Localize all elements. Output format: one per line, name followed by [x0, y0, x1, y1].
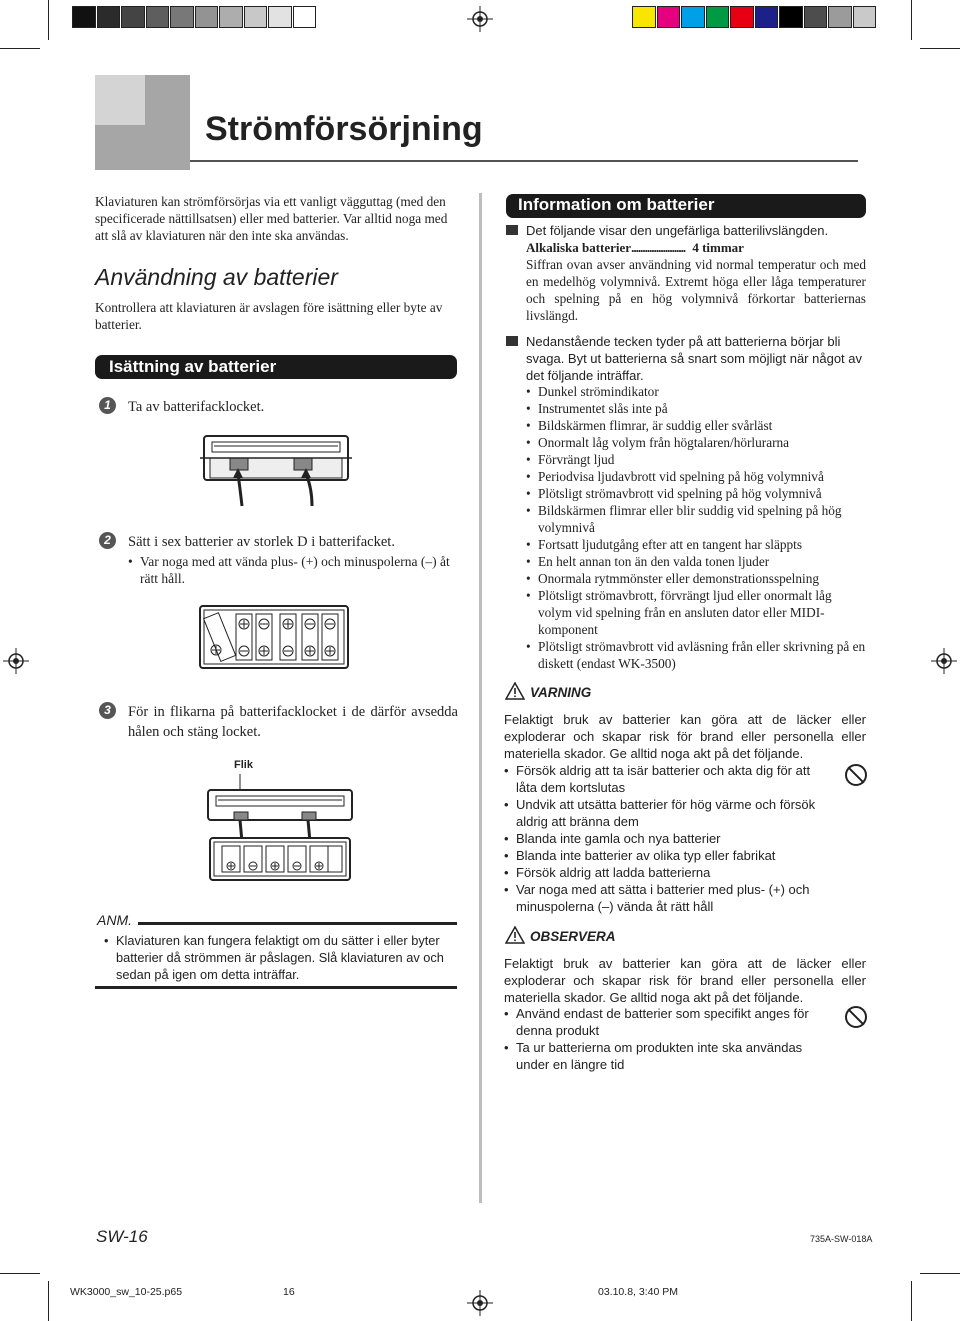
color-swatch: [828, 6, 852, 28]
signs-list: [526, 383, 868, 672]
color-swatch: [681, 6, 705, 28]
crop-mark: [48, 0, 49, 40]
battery-cover-removal-illustration: [200, 432, 352, 510]
color-swatch: [632, 6, 656, 28]
battery-usage-heading: Användning av batterier: [95, 264, 338, 290]
warning-title: VARNING: [530, 685, 592, 700]
note-rule-top: [138, 922, 457, 925]
header-rule: [190, 160, 858, 162]
file-name: WK3000_sw_10-25.p65: [70, 1286, 183, 1298]
warning-triangle-icon: [505, 682, 525, 700]
registration-mark-icon: [931, 648, 957, 674]
crop-mark: [920, 48, 960, 49]
sign-item: • Förvrängt ljud: [526, 451, 868, 468]
registration-mark-icon: [3, 648, 29, 674]
gray-swatch: [170, 6, 194, 28]
registration-mark-icon: [467, 6, 493, 32]
battery-compartment-illustration: [198, 604, 350, 670]
registration-mark-icon: [467, 1290, 493, 1316]
page-number: SW-16: [96, 1227, 148, 1246]
intro-paragraph: Klaviaturen kan strömförsörjas via ett vanligt vägguttag (med den specificerade nättillsatsen) eller med batterier. Var alltid noga med att slå av klaviaturen när den inte ska användas.: [95, 194, 448, 243]
step-number-2: 2: [99, 532, 116, 549]
sign-item: • Onormalt låg volym från högtalaren/hörlurarna: [526, 434, 868, 451]
page-title: Strömförsörjning: [205, 110, 483, 148]
print-timestamp: 03.10.8, 3:40 PM: [598, 1286, 678, 1298]
warning-item: • Blanda inte batterier av olika typ eller fabrikat: [504, 847, 834, 864]
step-number-1: 1: [99, 397, 116, 414]
gray-swatch: [195, 6, 219, 28]
crop-mark: [48, 1281, 49, 1321]
sign-item: • Plötsligt strömavbrott vid spelning på hög volymnivå: [526, 485, 868, 502]
battery-info-heading-bar: [506, 194, 866, 218]
gray-swatch: [121, 6, 145, 28]
insertion-heading-bar: [95, 355, 457, 379]
color-swatch: [804, 6, 828, 28]
sign-item: • Instrumentet slås inte på: [526, 400, 868, 417]
square-bullet-icon: [506, 336, 518, 346]
warning-item: • Försök aldrig att ladda batterierna: [504, 864, 834, 881]
step-3-text: För in flikarna på batterifacklocket i de därför avsedda hålen och stäng locket.: [128, 704, 458, 740]
crop-mark: [911, 1281, 912, 1321]
color-swatch: [755, 6, 779, 28]
gray-calibration-bar: [72, 6, 317, 28]
alkaline-row: [526, 239, 744, 256]
square-bullet-icon: [506, 225, 518, 235]
sign-item: • Plötsligt strömavbrott vid avläsning från eller skrivning på en diskett (endast WK-3500): [526, 638, 868, 672]
step-2-bullet: [128, 553, 458, 587]
alkaline-label: Alkaliska batterier: [526, 240, 632, 255]
caution-item: • Ta ur batterierna om produkten inte ska användas under en längre tid: [504, 1039, 834, 1073]
battery-cover-closing-illustration: [204, 772, 356, 884]
step-1-text: Ta av batterifacklocket.: [128, 399, 265, 415]
sign-item: • Periodvisa ljudavbrott vid spelning på hög volymnivå: [526, 468, 868, 485]
step-number-3: 3: [99, 702, 116, 719]
warning-item: • Försök aldrig att ta isär batterier och akta dig för att låta dem kortslutas: [504, 762, 834, 796]
life-note: Siffran ovan avser användning vid normal temperatur och med en medelhög volymnivå. Extremt höga eller låga temperaturer och spelning på en hög volymnivå förkortar batteriernas livslängd.: [526, 257, 866, 323]
crop-mark: [0, 1273, 40, 1274]
warning-item: • Undvik att utsätta batterier för hög värme och försök aldrig att bränna dem: [504, 796, 834, 830]
battery-info-heading: Information om batterier: [518, 195, 715, 214]
document-code: 735A-SW-018A: [810, 1234, 873, 1244]
battery-usage-text: Kontrollera att klaviaturen är avslagen före isättning eller byte av batterier.: [95, 300, 443, 332]
color-calibration-bar: [632, 6, 877, 28]
sign-item: • Dunkel strömindikator: [526, 383, 868, 400]
color-swatch: [657, 6, 681, 28]
caution-triangle-icon: [505, 926, 525, 944]
tab-label: Flik: [234, 759, 253, 771]
file-page: 16: [283, 1286, 295, 1298]
prohibition-icon: [845, 764, 867, 786]
caution-item: • Använd endast de batterier som specifikt anges för denna produkt: [504, 1005, 834, 1039]
caution-text: Felaktigt bruk av batterier kan göra att de läcker eller exploderar och skapar risk för brand eller personella eller materiella skador. Ge alltid noga akt på det följande.: [504, 956, 866, 1005]
crop-mark: [911, 0, 912, 40]
alkaline-value: 4 timmar: [692, 240, 744, 255]
column-divider: [479, 193, 482, 1203]
prohibition-icon: [845, 1006, 867, 1028]
sign-item: • Plötsligt strömavbrott, förvrängt ljud eller onormalt låg volym vid spelning från en ansluten dator eller MIDI-komponent: [526, 587, 868, 638]
step-2-bullet-text: • Var noga med att vända plus- (+) och minuspolerna (–) åt rätt håll.: [128, 553, 458, 587]
caution-title: OBSERVERA: [530, 929, 616, 944]
step-2-text: Sätt i sex batterier av storlek D i batterifacket.: [128, 534, 395, 550]
signs-intro: Nedanstående tecken tyder på att batterierna börjar bli svaga. Byt ut batterierna så snart som möjligt när något av det följande inträffar.: [526, 334, 863, 383]
note-rule-bottom: [95, 986, 457, 989]
sign-item: • Onormala rytmmönster eller demonstrationsspelning: [526, 570, 868, 587]
color-swatch: [706, 6, 730, 28]
gray-swatch: [72, 6, 96, 28]
gray-swatch: [97, 6, 121, 28]
header-block-light: [95, 75, 145, 125]
crop-mark: [920, 1273, 960, 1274]
gray-swatch: [219, 6, 243, 28]
warning-list: [504, 762, 834, 915]
gray-swatch: [293, 6, 317, 28]
insertion-heading: Isättning av batterier: [109, 357, 277, 376]
note-label: ANM.: [97, 912, 132, 928]
warning-item: • Var noga med att sätta i batterier med plus- (+) och minuspolerna (–) vända åt rätt håll: [504, 881, 834, 915]
caution-list: [504, 1005, 834, 1073]
note-text: • Klaviaturen kan fungera felaktigt om du sätter i eller byter batterier då strömmen är påslagen. Slå klaviaturen av och sedan på igen om detta inträffar.: [104, 932, 456, 983]
color-swatch: [779, 6, 803, 28]
gray-swatch: [268, 6, 292, 28]
sign-item: • Bildskärmen flimrar, är suddig eller svårläst: [526, 417, 868, 434]
alkaline-dots: ........................: [631, 240, 686, 255]
color-swatch: [853, 6, 877, 28]
gray-swatch: [146, 6, 170, 28]
sign-item: • En helt annan ton än den valda tonen ljuder: [526, 553, 868, 570]
sign-item: • Fortsatt ljudutgång efter att en tangent har släppts: [526, 536, 868, 553]
color-swatch: [730, 6, 754, 28]
warning-item: • Blanda inte gamla och nya batterier: [504, 830, 834, 847]
gray-swatch: [244, 6, 268, 28]
crop-mark: [0, 48, 40, 49]
warning-text: Felaktigt bruk av batterier kan göra att de läcker eller exploderar och skapar risk för brand eller personella eller materiella skador. Ge alltid noga akt på det följande.: [504, 712, 866, 761]
life-intro: Det följande visar den ungefärliga batterilivslängden.: [526, 223, 829, 238]
note-body: [104, 932, 456, 983]
sign-item: • Bildskärmen flimrar eller blir suddig vid spelning på hög volymnivå: [526, 502, 868, 536]
